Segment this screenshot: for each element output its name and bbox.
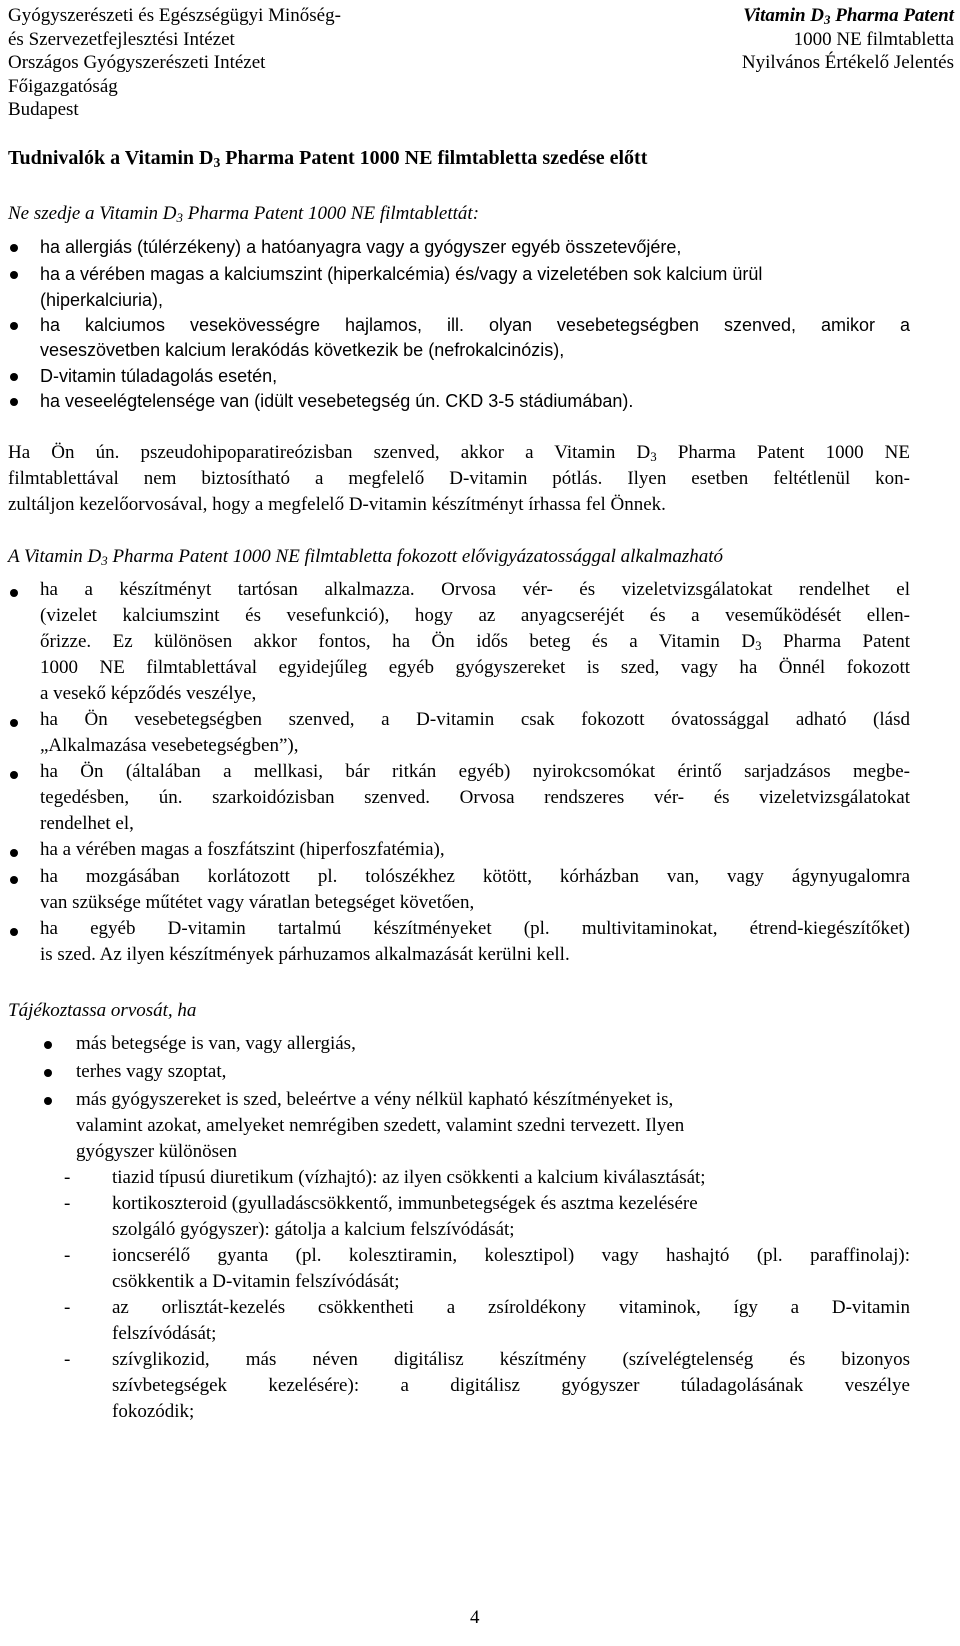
list-item-continuation: „Alkalmazása vesebetegségben”), [40, 735, 299, 756]
sub-list-item: ioncserélő gyanta (pl. kolesztiramin, kolesztipol) vagy hashajtó (pl. paraffinolaj): [112, 1245, 910, 1266]
bullet-icon [10, 876, 18, 884]
paragraph-line: filmtablettával nem biztosítható a megfelelő D-vitamin pótlás. Ilyen esetben feltétlenül kon- [8, 468, 910, 489]
bullet-icon [10, 373, 18, 381]
bullet-icon [44, 1041, 52, 1049]
sub-list-item: szívglikozid, más néven digitálisz készítmény (szívelégtelenség és bizonyos [112, 1349, 910, 1370]
report-type: Nyilvános Értékelő Jelentés [741, 52, 954, 73]
list-item: terhes vagy szoptat, [76, 1061, 227, 1082]
precautions-subheading: A Vitamin $D_3$ Pharma Patent 1000 NE filmtabletta fokozott elővigyázatossággal alkalmazható [8, 546, 724, 568]
list-item: ha allergiás (túlérzékeny) a hatóanyagra vagy a gyógyszer egyéb összetevőjére, [40, 237, 682, 257]
list-item: ha egyéb D-vitamin tartalmú készítményeket (pl. multivitaminokat, étrend-kiegészítőket) [40, 918, 910, 939]
dash-marker: - [64, 1167, 71, 1188]
list-item: ha Ön vesebetegségben szenved, a D-vitamin csak fokozott óvatossággal adható (lásd [40, 709, 910, 730]
header-product [742, 4, 954, 75]
page-number: 4 [470, 1607, 480, 1628]
header-line: és Szervezetfejlesztési Intézet [8, 28, 235, 50]
list-item-continuation: van szüksége műtétet vagy váratlan betegséget követően, [40, 892, 475, 913]
inform-doctor-subheading: Tájékoztassa orvosát, ha [8, 1000, 197, 1021]
list-item-continuation: valamint azokat, amelyeket nemrégiben szedett, valamint szedni tervezett. Ilyen [76, 1115, 685, 1136]
list-item: más gyógyszereket is szed, beleértve a vény nélkül kapható készítményeket is, [76, 1089, 674, 1110]
sub-list-item-continuation: fokozódik; [112, 1401, 195, 1422]
list-item: más betegsége is van, vagy allergiás, [76, 1033, 356, 1054]
header-line: Gyógyszerészeti és Egészségügyi Minőség- [8, 5, 341, 26]
section-heading: Tudnivalók a Vitamin $D_3$ Pharma Patent 1000 NE filmtabletta szedése előtt [8, 147, 648, 170]
paragraph-line: Ha Ön ún. pszeudohipoparatireózisban szenved, akkor a Vitamin $D_3$ Pharma Patent 1000 NE [8, 442, 911, 464]
bullet-icon [10, 398, 18, 406]
dash-marker: - [64, 1193, 71, 1214]
list-item: ha veseelégtelensége van (idült vesebetegség ún. CKD 3-5 stádiumában). [40, 391, 634, 411]
bullet-icon [10, 244, 18, 252]
paragraph-line: zultáljon kezelőorvosával, hogy a megfelelő D-vitamin készítményt írhassa fel Önnek. [8, 494, 666, 515]
bullet-icon [44, 1069, 52, 1077]
list-item: D-vitamin túladagolás esetén, [40, 366, 278, 386]
list-item: ha a vérében magas a kalciumszint (hiperkalcémia) és/vagy a vizeletében sok kalcium ürül [40, 264, 763, 284]
header-line: Országos Gyógyszerészeti Intézet [8, 52, 266, 73]
list-item: ha mozgásában korlátozott pl. tolószékhez kötött, kórházban van, vagy ágynyugalomra [40, 866, 910, 887]
dash-marker: - [64, 1245, 71, 1266]
dash-marker: - [64, 1349, 71, 1370]
bullet-icon [10, 771, 18, 779]
sub-list-item: az orlisztát-kezelés csökkentheti a zsíroldékony vitaminok, így a D-vitamin [112, 1297, 910, 1318]
sub-list-item-continuation: felszívódását; [112, 1323, 217, 1344]
list-item-continuation: gyógyszer különösen [76, 1141, 237, 1162]
list-item-continuation: őrizze. Ez különösen akkor fontos, ha Ön idős beteg és a Vitamin $D_3$ Pharma Patent [40, 631, 910, 653]
list-item-continuation: (vizelet kalciumszint és vesefunkció), hogy az anyagcseréjét és a veseműködését ellen- [40, 605, 910, 626]
bullet-icon [10, 322, 18, 330]
list-item-continuation: (hiperkalciuria), [40, 290, 164, 310]
sub-list-item-continuation: csökkentik a D-vitamin felszívódását; [112, 1271, 400, 1292]
product-form: 1000 NE filmtabletta [793, 28, 954, 50]
list-item: ha Ön (általában a mellkasi, bár ritkán egyéb) nyirokcsomókat érintő sarjadzásos megbe- [40, 761, 910, 782]
sub-list-item: kortikoszteroid (gyulladáscsökkentő, immunbetegségek és asztma kezelésére [112, 1193, 698, 1214]
contraindications-subheading: Ne szedje a Vitamin $D_3$ Pharma Patent 1000 NE filmtablettát: [8, 203, 480, 225]
bullet-icon [10, 271, 18, 279]
list-item-continuation: 1000 NE filmtablettával egyidejűleg egyéb gyógyszereket is szed, vagy ha Önnél fokozott [40, 657, 910, 678]
product-title: Vitamin $D_3$ Pharma Patent [743, 5, 954, 27]
bullet-icon [10, 589, 18, 597]
header-line: Budapest [8, 99, 79, 120]
sub-list-item-continuation: szolgáló gyógyszer): gátolja a kalcium felszívódását; [112, 1219, 515, 1240]
bullet-icon [10, 719, 18, 727]
list-item-continuation: a vesekő képződés veszélye, [40, 683, 257, 704]
bullet-icon [10, 928, 18, 936]
bullet-icon [44, 1097, 52, 1105]
dash-marker: - [64, 1297, 71, 1318]
header-institution [8, 4, 341, 122]
list-item-continuation: veseszövetben kalcium lerakódás következik be (nefrokalcinózis), [40, 340, 565, 360]
sub-list-item: tiazid típusú diuretikum (vízhajtó): az ilyen csökkenti a kalcium kiválasztását; [112, 1167, 706, 1188]
list-item-continuation: is szed. Az ilyen készítmények párhuzamos alkalmazását kerülni kell. [40, 944, 570, 965]
list-item: ha a készítményt tartósan alkalmazza. Orvosa vér- és vizeletvizsgálatokat rendelhet el [40, 579, 910, 600]
sub-list-item-continuation: szívbetegségek kezelésére): a digitálisz gyógyszer túladagolásának veszélye [112, 1375, 910, 1396]
bullet-icon [10, 849, 18, 857]
list-item: ha a vérében magas a foszfátszint (hiperfoszfatémia), [40, 839, 445, 860]
list-item: ha kalciumos vesekövességre hajlamos, ill. olyan vesebetegségben szenved, amikor a [40, 315, 910, 335]
header-line: Főigazgatóság [8, 75, 118, 97]
list-item-continuation: tegedésben, ún. szarkoidózisban szenved. Orvosa rendszeres vér- és vizeletvizsgálatokat [40, 787, 910, 808]
list-item-continuation: rendelhet el, [40, 813, 134, 834]
